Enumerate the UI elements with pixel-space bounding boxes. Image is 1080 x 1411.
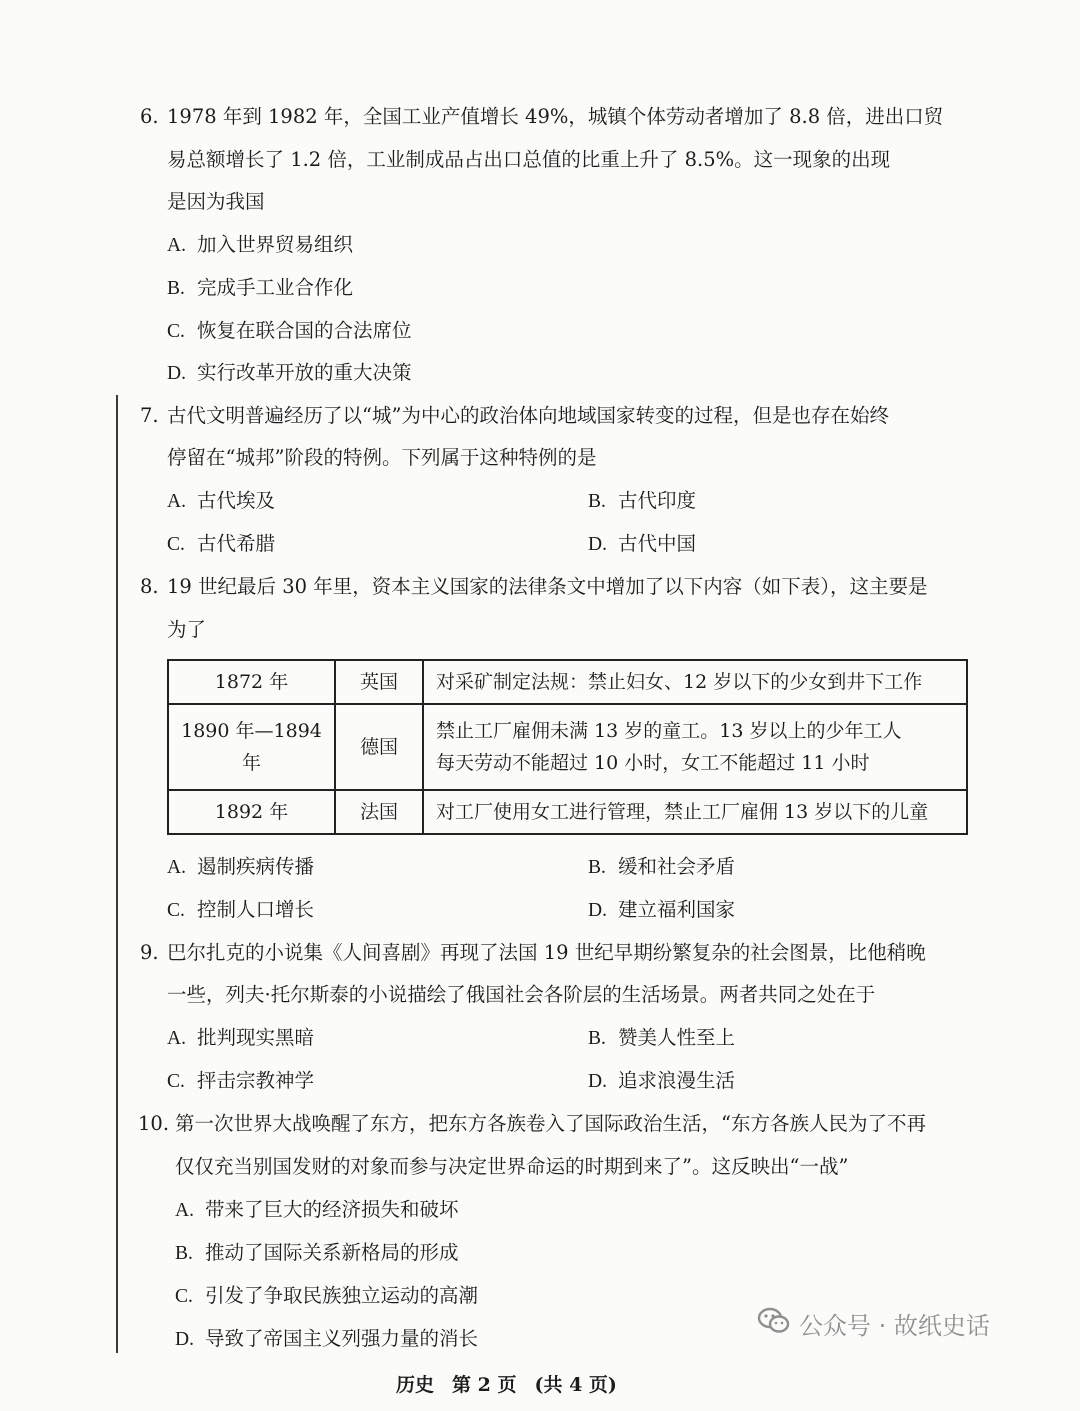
table-cell-content (423, 790, 967, 834)
table-content-line: 对工厂使用女工进行管理，禁止工厂雇佣 13 岁以下的儿童 (436, 801, 929, 823)
option-letter: A. (167, 857, 186, 878)
option-text: 建立福利国家 (618, 898, 736, 921)
option-a[interactable] (167, 854, 314, 881)
option-letter: A. (167, 491, 186, 512)
question-stem-line: 为了 (167, 618, 207, 641)
table-content-line: 禁止工厂雇佣未满 13 岁的童工。13 岁以上的少年工人 (436, 720, 902, 742)
option-c[interactable] (175, 1283, 478, 1310)
question-stem-line: 仅仅充当别国发财的对象而参与决定世界命运的时期到来了”。这反映出“一战” (175, 1155, 849, 1178)
question-stem-line: 古代文明普遍经历了以“城”为中心的政治体向地域国家转变的过程，但是也存在始终 (167, 404, 889, 427)
option-text: 古代印度 (618, 489, 697, 512)
option-d[interactable] (588, 531, 696, 558)
option-letter: B. (167, 278, 185, 299)
binding-margin-line (116, 395, 118, 1353)
table-content-line: 每天劳动不能超过 10 小时，女工不能超过 11 小时 (436, 752, 870, 774)
footer-page: 第 2 页 (452, 1374, 517, 1396)
question-stem-line: 一些，列夫·托尔斯泰的小说描绘了俄国社会各阶层的生活场景。两者共同之处在于 (167, 983, 876, 1006)
table-row (168, 704, 967, 790)
option-letter: A. (175, 1200, 194, 1221)
option-letter: C. (175, 1286, 193, 1307)
watermark-text: 公众号 · 故纸史话 (799, 1312, 990, 1340)
table-content-line: 对采矿制定法规：禁止妇女、12 岁以下的少女到井下工作 (436, 671, 923, 693)
option-letter: D. (588, 1071, 607, 1092)
question-number: 8. (140, 575, 159, 598)
wechat-icon (757, 1306, 791, 1348)
table-cell-year: 1890 年—1894 年 (168, 704, 335, 790)
option-text: 抨击宗教神学 (197, 1069, 315, 1092)
table-row (168, 790, 967, 834)
question-stem-line: 是因为我国 (167, 190, 265, 213)
option-b[interactable] (175, 1240, 459, 1267)
option-letter: C. (167, 1071, 185, 1092)
watermark (757, 1306, 1057, 1346)
option-a[interactable] (167, 1025, 314, 1052)
option-letter: B. (588, 491, 606, 512)
question-stem-line: 1978 年到 1982 年，全国工业产值增长 49%，城镇个体劳动者增加了 8.8 倍，进出口贸 (167, 105, 944, 128)
option-letter: C. (167, 534, 185, 555)
option-text: 导致了帝国主义列强力量的消长 (205, 1327, 479, 1350)
table-row (168, 660, 967, 704)
table-cell-country: 德国 (335, 704, 423, 790)
option-a[interactable] (167, 232, 353, 259)
option-letter: C. (167, 321, 185, 342)
question-stem-line: 停留在“城邦”阶段的特例。下列属于这种特例的是 (167, 446, 597, 469)
option-text: 古代埃及 (197, 489, 276, 512)
option-b[interactable] (588, 854, 735, 881)
option-text: 追求浪漫生活 (618, 1069, 736, 1092)
option-b[interactable] (588, 488, 696, 515)
table-cell-year: 1872 年 (168, 660, 335, 704)
option-text: 推动了国际关系新格局的形成 (205, 1241, 459, 1264)
question-number: 9. (140, 941, 159, 964)
option-d[interactable] (167, 360, 412, 387)
question-stem-line: 易总额增长了 1.2 倍，工业制成品占出口总值的比重上升了 8.5%。这一现象的出现 (167, 148, 891, 171)
option-b[interactable] (167, 275, 353, 302)
option-letter: D. (175, 1329, 194, 1350)
option-text: 批判现实黑暗 (197, 1026, 315, 1049)
law-table (167, 659, 968, 835)
option-letter: D. (167, 363, 186, 384)
option-text: 赞美人性至上 (618, 1026, 736, 1049)
question-number: 6. (140, 105, 159, 128)
option-text: 古代中国 (618, 532, 697, 555)
page-footer (396, 1370, 635, 1397)
option-text: 完成手工业合作化 (197, 276, 354, 299)
option-letter: C. (167, 900, 185, 921)
option-text: 加入世界贸易组织 (197, 233, 354, 256)
option-text: 遏制疾病传播 (197, 855, 315, 878)
option-letter: B. (588, 1028, 606, 1049)
option-letter: A. (167, 235, 186, 256)
table-cell-year: 1892 年 (168, 790, 335, 834)
table-cell-country: 英国 (335, 660, 423, 704)
option-letter: B. (175, 1243, 193, 1264)
footer-subject: 历史 (396, 1374, 435, 1396)
question-stem-line: 第一次世界大战唤醒了东方，把东方各族卷入了国际政治生活，“东方各族人民为了不再 (175, 1112, 926, 1135)
option-c[interactable] (167, 897, 314, 924)
option-letter: D. (588, 534, 607, 555)
option-text: 控制人口增长 (197, 898, 315, 921)
table-cell-country: 法国 (335, 790, 423, 834)
option-d[interactable] (588, 1068, 735, 1095)
question-stem-line: 巴尔扎克的小说集《人间喜剧》再现了法国 19 世纪早期纷繁复杂的社会图景，比他稍晚 (167, 941, 926, 964)
option-letter: B. (588, 857, 606, 878)
option-b[interactable] (588, 1025, 735, 1052)
option-c[interactable] (167, 1068, 314, 1095)
option-c[interactable] (167, 531, 275, 558)
option-text: 实行改革开放的重大决策 (197, 361, 412, 384)
option-text: 恢复在联合国的合法席位 (197, 319, 412, 342)
option-c[interactable] (167, 318, 412, 345)
option-d[interactable] (588, 897, 735, 924)
option-text: 古代希腊 (197, 532, 276, 555)
option-letter: A. (167, 1028, 186, 1049)
option-a[interactable] (175, 1197, 459, 1224)
table-cell-content (423, 704, 967, 790)
option-text: 带来了巨大的经济损失和破坏 (205, 1198, 459, 1221)
option-a[interactable] (167, 488, 275, 515)
question-number: 10. (138, 1112, 170, 1135)
option-text: 缓和社会矛盾 (618, 855, 736, 878)
option-d[interactable] (175, 1326, 478, 1353)
option-text: 引发了争取民族独立运动的高潮 (205, 1284, 479, 1307)
option-letter: D. (588, 900, 607, 921)
table-cell-content (423, 660, 967, 704)
question-stem-line: 19 世纪最后 30 年里，资本主义国家的法律条文中增加了以下内容（如下表），这主要是 (167, 575, 928, 598)
footer-total: (共 4 页) (534, 1374, 617, 1396)
question-number: 7. (140, 404, 159, 427)
